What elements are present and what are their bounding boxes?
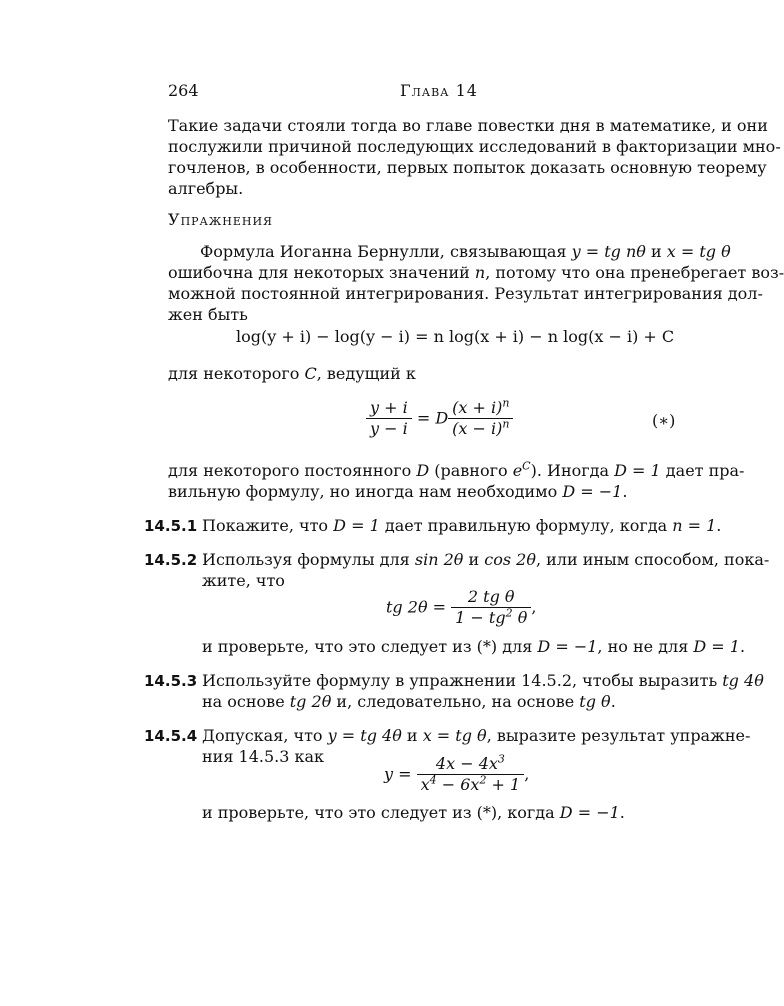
paragraph-line: вильную формулу, но иногда нам необходимо D = −1.: [168, 482, 628, 501]
fraction-lhs: $\frac{y + i}{y - i}$: [366, 398, 412, 439]
exercise-text: и проверьте, что это следует из (*), когда D = −1.: [202, 803, 625, 822]
exercise-text: Используя формулы для sin 2θ и cos 2θ, или иным способом, пока-: [202, 550, 770, 569]
exercise-number: 14.5.3: [144, 672, 198, 690]
intro-line: послужили причиной последующих исследований в факторизации мно-: [168, 137, 781, 156]
chapter-title: Глава 14: [400, 81, 478, 100]
page-number: 264: [168, 81, 199, 100]
section-title: Упражнения: [168, 210, 273, 229]
paragraph-line: ошибочна для некоторых значений n, потому что она пренебрегает воз-: [168, 263, 784, 282]
exercise-text: Покажите, что D = 1 дает правильную формулу, когда n = 1.: [202, 516, 722, 535]
equation-tg2: tg 2θ = $\frac{\text{2 tg θ}}{1 - tg^2 \theta}$ ,: [386, 587, 537, 627]
equation-log: log(y + i) − log(y − i) = n log(x + i) − n log(x − i) + C: [236, 327, 675, 346]
fraction-tg2: $\frac{\text{2 tg θ}}{1 - tg^2 \theta}$: [451, 587, 531, 628]
exercise-number: 14.5.1: [144, 517, 198, 535]
paragraph-line: жен быть: [168, 305, 248, 324]
paragraph-line: Формула Иоганна Бернулли, связывающая y = tg nθ и x = tg θ: [200, 242, 731, 261]
equation-star: $\frac{y + i}{y - i}$ = D $\frac{(x + i)^n}{(x - i)^n}$: [366, 398, 513, 439]
exercise-number: 14.5.2: [144, 551, 198, 569]
exercise-text: на основе tg 2θ и, следовательно, на основе tg θ.: [202, 692, 616, 711]
exercise-text: Допуская, что y = tg 4θ и x = tg θ, выразите результат упражне-: [202, 726, 751, 745]
intro-line: алгебры.: [168, 179, 244, 198]
fraction-rhs: $\frac{(x + i)^n}{(x - i)^n}$: [448, 398, 513, 439]
paragraph-line: для некоторого постоянного D (равного $e^C$). Иногда D = 1 дает пра-: [168, 459, 745, 480]
fraction-y: $\frac{4x - 4x^3}{x^4 - 6x^2 + 1}$: [417, 754, 525, 795]
exercise-text: и проверьте, что это следует из (*) для D = −1, но не для D = 1.: [202, 637, 746, 656]
exercise-text: жите, что: [202, 571, 285, 590]
equation-y: y = $\frac{4x - 4x^3}{x^4 - 6x^2 + 1}$ ,: [384, 752, 530, 794]
exercise-text: Используйте формулу в упражнении 14.5.2, чтобы выразить tg 4θ: [202, 671, 764, 690]
paragraph-line: можной постоянной интегрирования. Результат интегрирования дол-: [168, 284, 763, 303]
exercise-number: 14.5.4: [144, 727, 198, 745]
intro-line: гочленов, в особенности, первых попыток доказать основную теорему: [168, 158, 767, 177]
equation-tag: (∗): [652, 411, 676, 430]
intro-line: Такие задачи стояли тогда во главе повестки дня в математике, и они: [168, 116, 768, 135]
exercise-text: ния 14.5.3 как: [202, 747, 325, 766]
paragraph-line: для некоторого C, ведущий к: [168, 364, 416, 383]
